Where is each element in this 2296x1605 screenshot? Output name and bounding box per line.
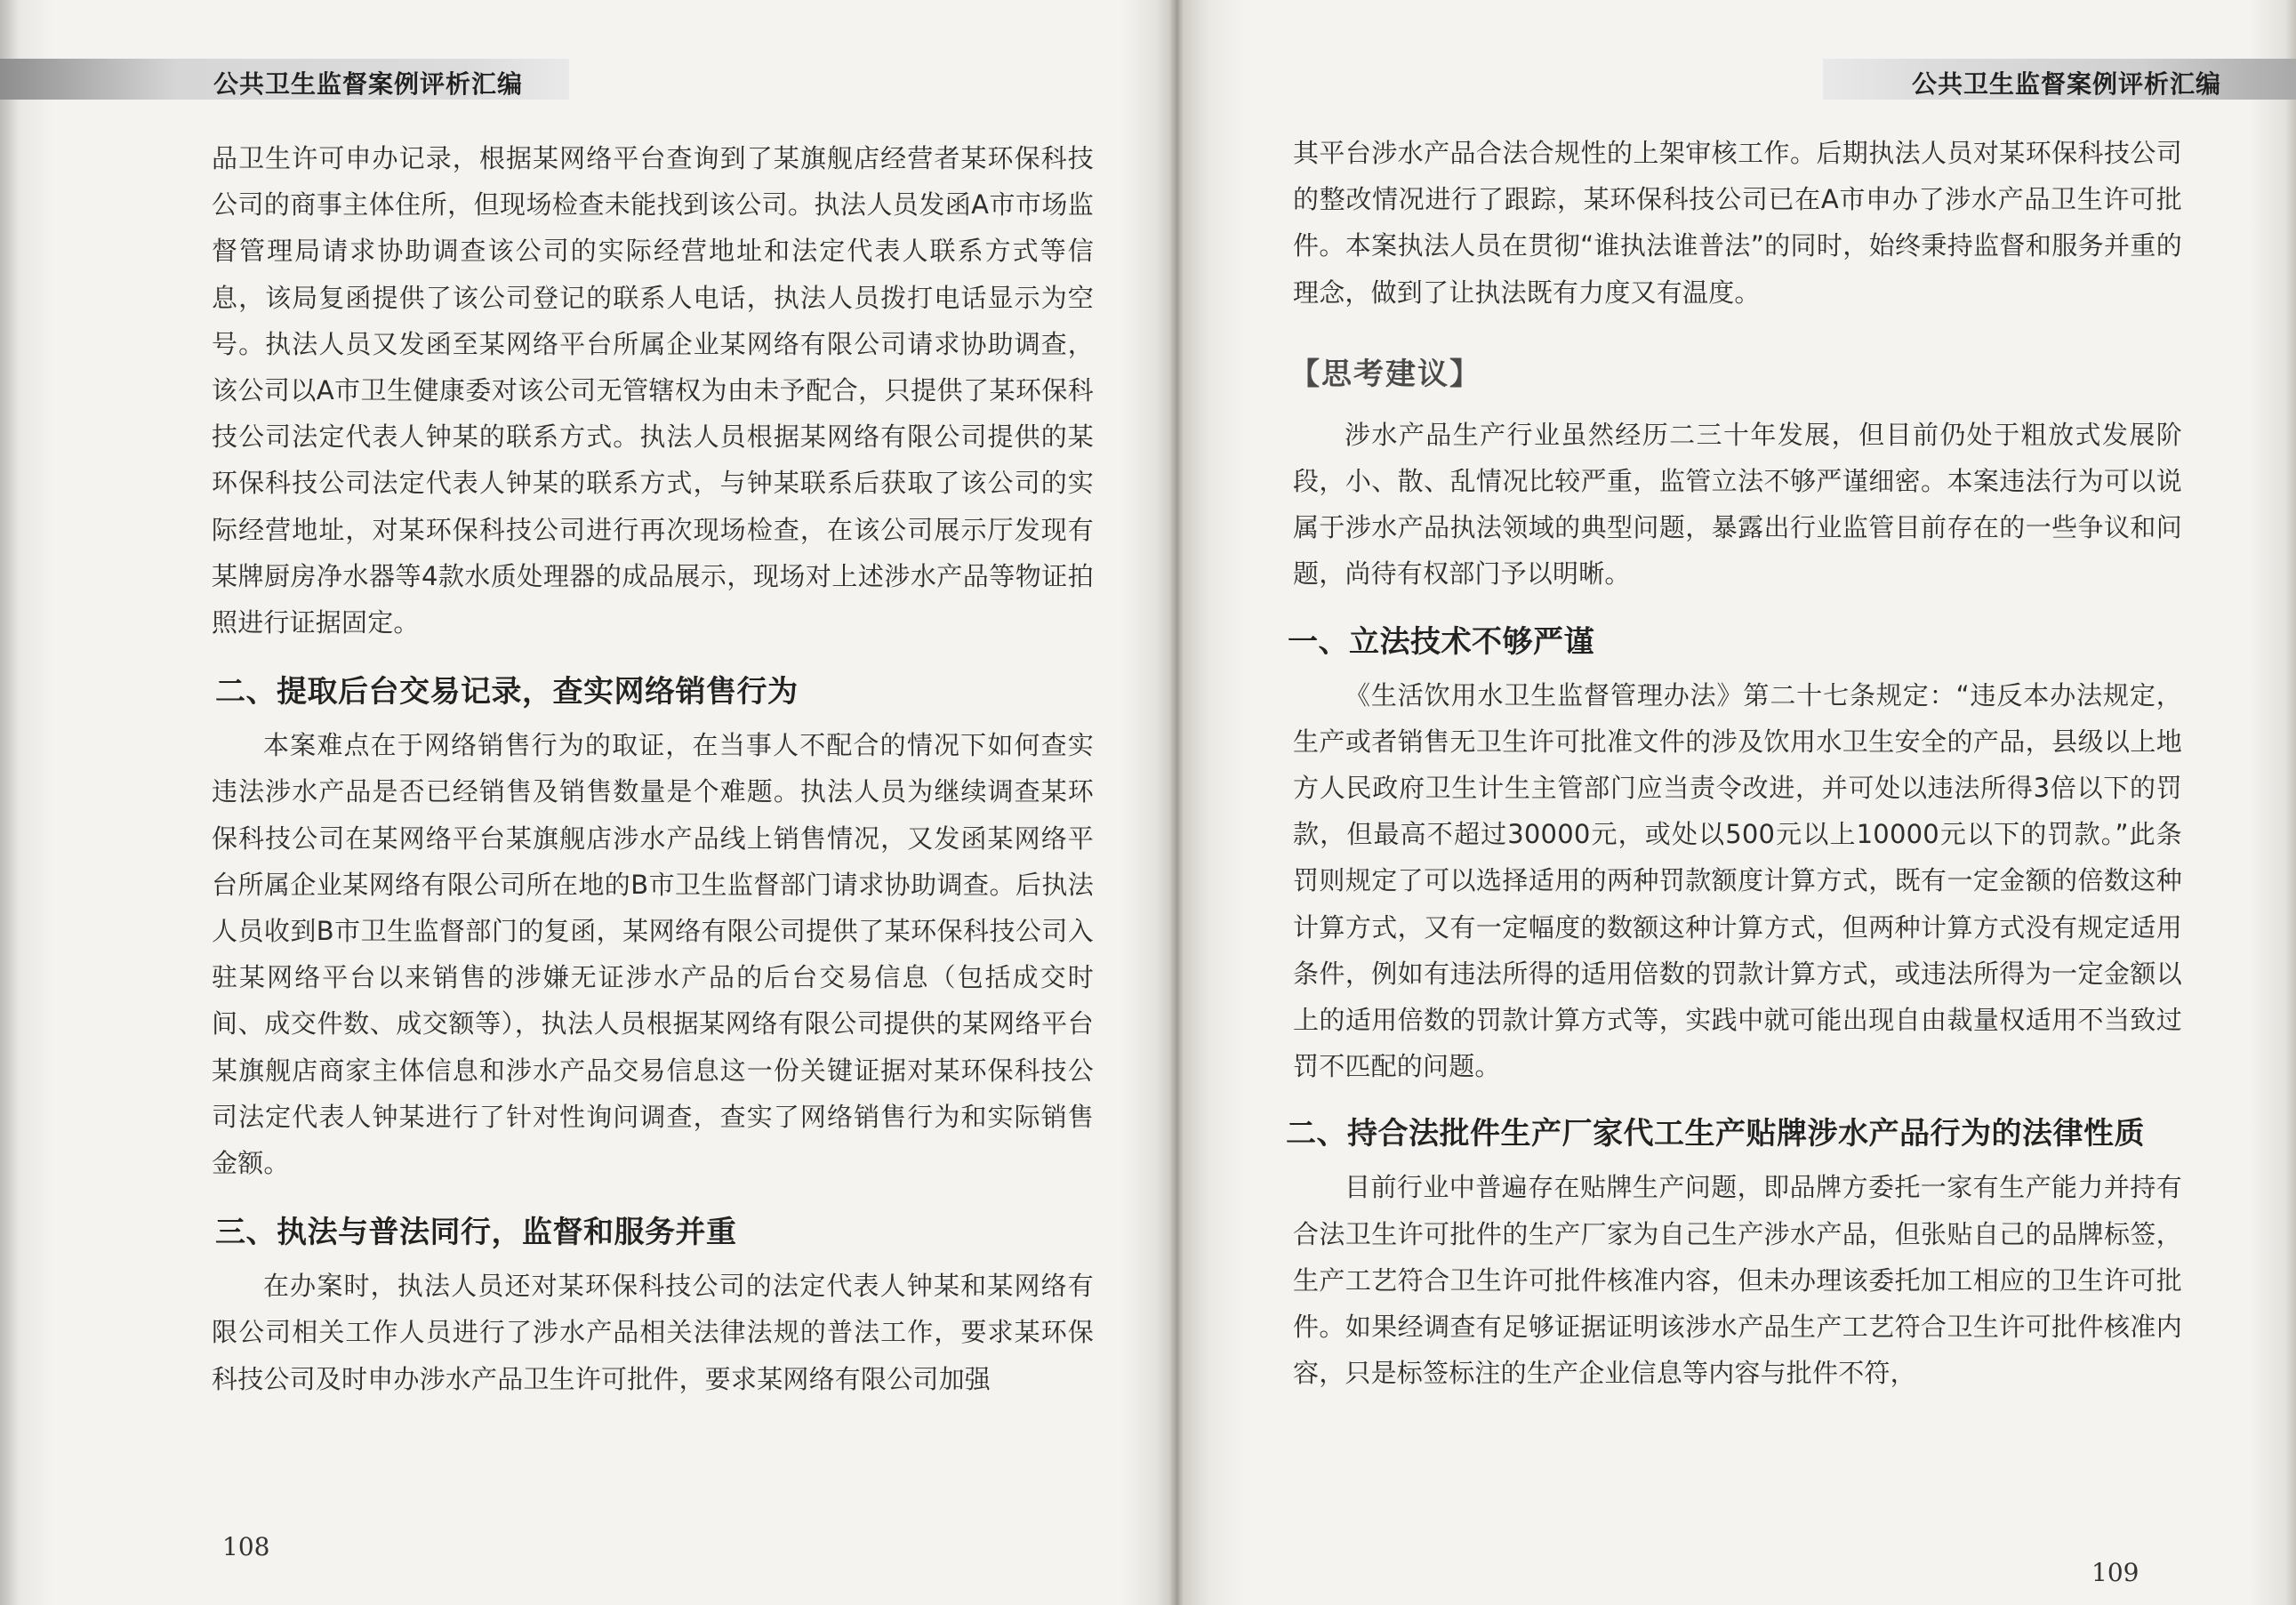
paragraph-section-2: 本案难点在于网络销售行为的取证，在当事人不配合的情况下如何查实违法涉水产品是否已经销售及销售数量是个难题。执法人员为继续调查某环保科技公司在某网络平台某旗舰店涉水产品线上销售情况，又发函某网络平台所属企业某网络有限公司所在地的B市卫生监督部门请求协助调查。后执法人员收到B市卫生监督部门的复函，某网络有限公司提供了某环保科技公司入驻某网络平台以来销售的涉嫌无证涉水产品的后台交易信息（包括成交时间、成交件数、成交额等），执法人员根据某网络有限公司提供的某网络平台某旗舰店商家主体信息和涉水产品交易信息这一份关键证据对某环保科技公司法定代表人钟某进行了针对性询问调查，查实了网络销售行为和实际销售金额。 xyxy=(212,730,1094,1179)
right-page xyxy=(1183,0,2296,1605)
heading-section-3: 三、执法与普法同行，监督和服务并重 xyxy=(215,1215,737,1251)
page-number-left: 108 xyxy=(222,1532,270,1561)
running-header-right xyxy=(1823,59,2296,100)
running-header-title: 公共卫生监督案例评析汇编 xyxy=(1912,69,2222,99)
paragraph-oem: 目前行业中普遍存在贴牌生产问题，即品牌方委托一家有生产能力并持有合法卫生许可批件的生产厂家为自己生产涉水产品，但张贴自己的品牌标签，生产工艺符合卫生许可批件核准内容，但未办理该委托加工相应的卫生许可批件。如果经调查有足够证据证明该涉水产品生产工艺符合卫生许可批件核准内容，只是标签标注的生产企业信息等内容与批件不符， xyxy=(1293,1172,2182,1389)
heading-oem-nature: 二、持合法批件生产厂家代工生产贴牌涉水产品行为的法律性质 xyxy=(1286,1116,2145,1152)
left-page-body xyxy=(212,135,1094,1402)
section-title-think: 【思考建议】 xyxy=(1289,356,1481,392)
paragraph-intro: 品卫生许可申办记录，根据某网络平台查询到了某旗舰店经营者某环保科技公司的商事主体住所，但现场检查未能找到该公司。执法人员发函A市市场监督管理局请求协助调查该公司的实际经营地址和法定代表人联系方式等信息，该局复函提供了该公司登记的联系人电话，执法人员拨打电话显示为空号。执法人员又发函至某网络平台所属企业某网络有限公司请求协助调查，该公司以A市卫生健康委对该公司无管辖权为由未予配合，只提供了某环保科技公司法定代表人钟某的联系方式。执法人员根据某网络有限公司提供的某环保科技公司法定代表人钟某的联系方式，与钟某联系后获取了该公司的实际经营地址，对某环保科技公司进行再次现场检查，在该公司展示厅发现有某牌厨房净水器等4款水质处理器的成品展示，现场对上述涉水产品等物证拍照进行证据固定。 xyxy=(212,143,1094,638)
paragraph-law: 《生活饮用水卫生监督管理办法》第二十七条规定：“违反本办法规定，生产或者销售无卫生许可批准文件的涉及饮用水卫生安全的产品，县级以上地方人民政府卫生计生主管部门应当责令改进，并可处以违法所得3倍以下的罚款，但最高不超过30000元，或处以500元以上10000元以下的罚款。”此条罚则规定了可以选择适用的两种罚款额度计算方式，既有一定金额的倍数这种计算方式，又有一定幅度的数额这种计算方式，但两种计算方式没有规定适用条件，例如有违法所得的适用倍数的罚款计算方式，或违法所得为一定金额以上的适用倍数的罚款计算方式等，实践中就可能出现自由裁量权适用不当致过罚不匹配的问题。 xyxy=(1293,679,2182,1082)
paragraph-continued: 其平台涉水产品合法合规性的上架审核工作。后期执法人员对某环保科技公司的整改情况进行了跟踪，某环保科技公司已在A市申办了涉水产品卫生许可批件。本案执法人员在贯彻“谁执法谁普法”的同时，始终秉持监督和服务并重的理念，做到了让执法既有力度又有温度。 xyxy=(1293,138,2182,308)
heading-section-2: 二、提取后台交易记录，查实网络销售行为 xyxy=(215,674,799,710)
running-header-title: 公共卫生监督案例评析汇编 xyxy=(213,69,524,99)
page-number-right: 109 xyxy=(2091,1558,2139,1587)
right-page-body xyxy=(1286,130,2182,1396)
paragraph-think: 涉水产品生产行业虽然经历二三十年发展，但目前仍处于粗放式发展阶段，小、散、乱情况比较严重，监管立法不够严谨细密。本案违法行为可以说属于涉水产品执法领域的典型问题，暴露出行业监管目前存在的一些争议和问题，尚待有权部门予以明晰。 xyxy=(1293,419,2182,590)
paragraph-section-3: 在办案时，执法人员还对某环保科技公司的法定代表人钟某和某网络有限公司相关工作人员进行了涉水产品相关法律法规的普法工作，要求某环保科技公司及时申办涉水产品卫生许可批件，要求某网络有限公司加强 xyxy=(212,1271,1094,1394)
running-header-left xyxy=(0,59,569,100)
heading-legislation: 一、立法技术不够严谨 xyxy=(1288,623,1594,660)
